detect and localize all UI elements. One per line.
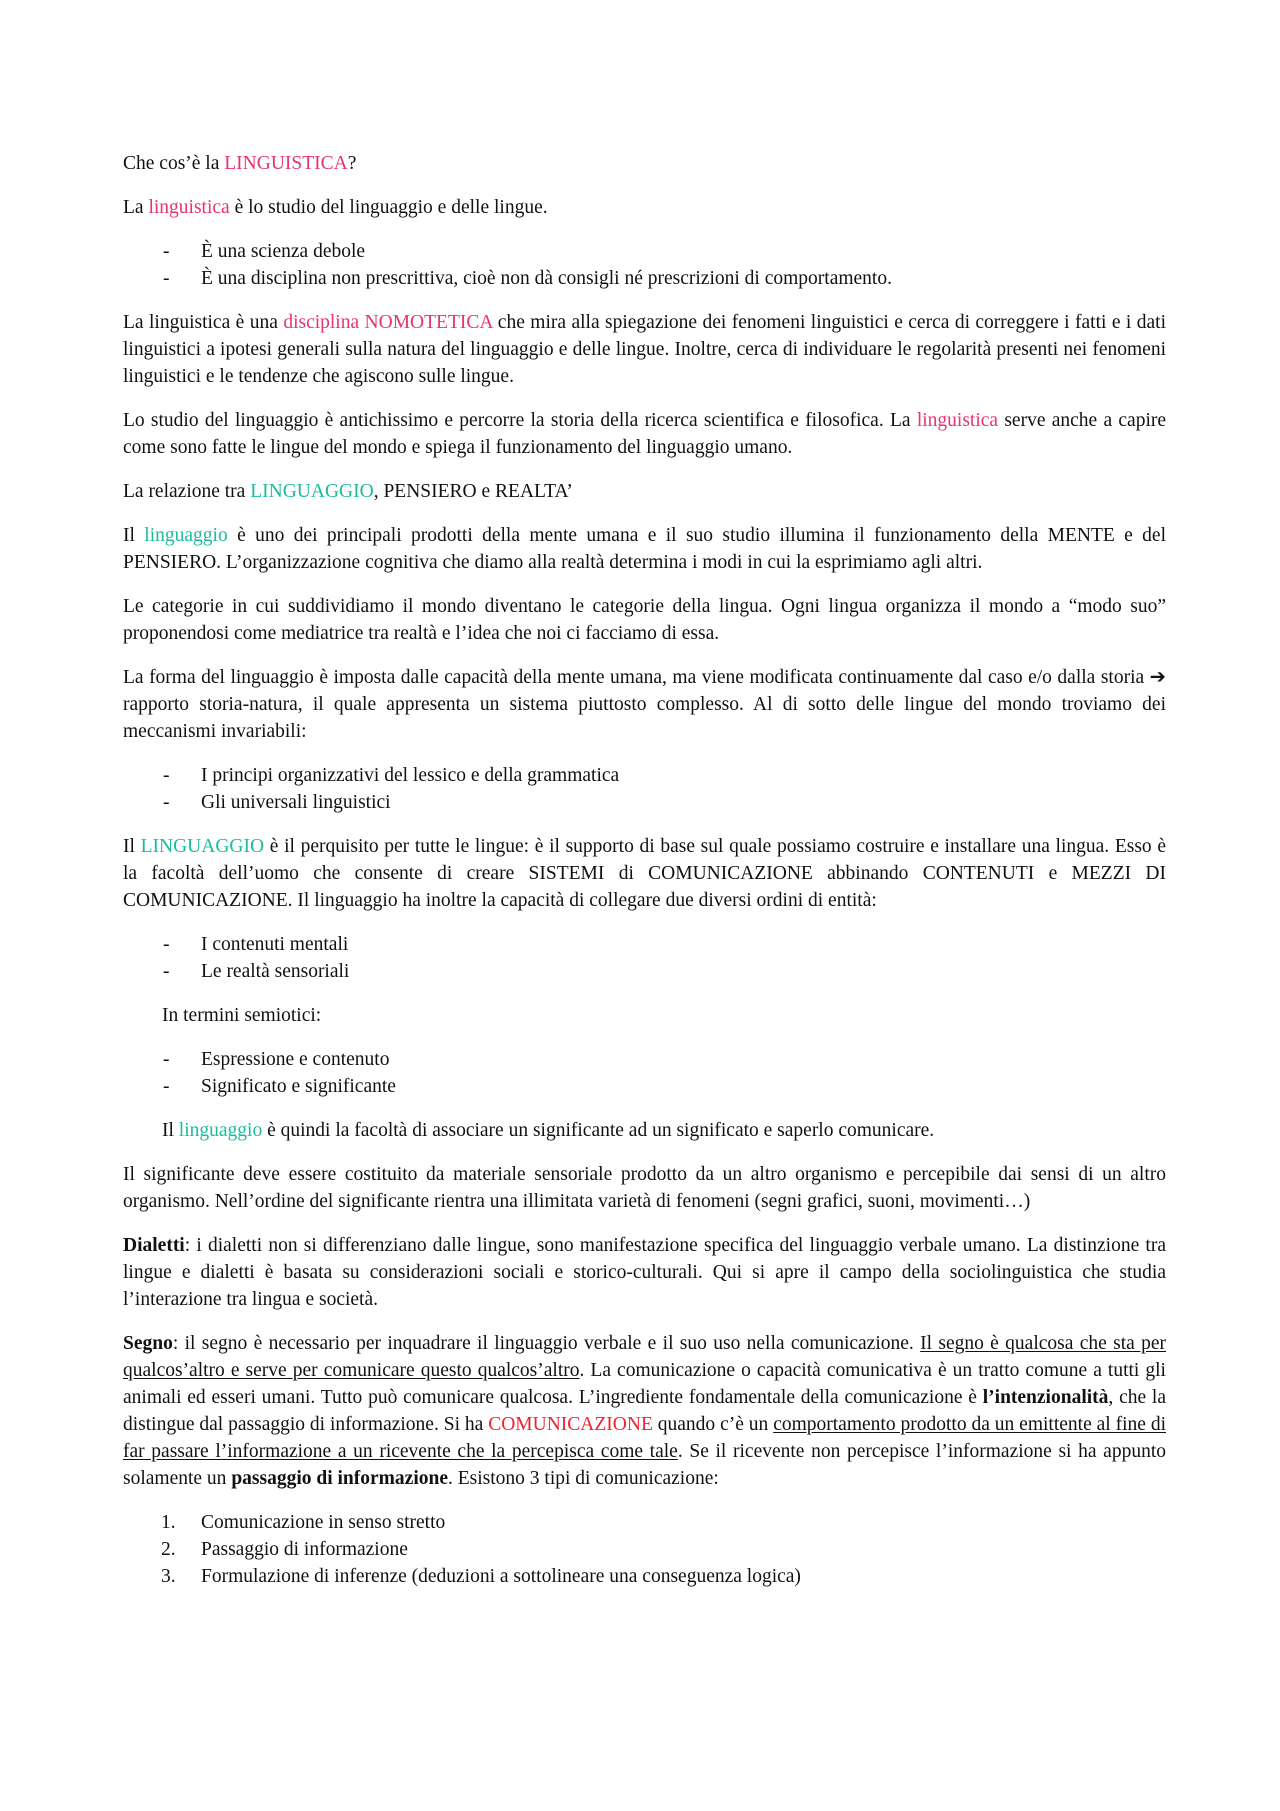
p4-post: è uno dei principali prodotti della mente umana e il suo studio illumina il funzionamento della MENTE e del PENSIERO. L’organizzazione cognitiva che diamo alla realtà determina i modi in cui la esprimiamo agli altri. [123,525,1166,573]
p12-text-5: . Se il ricevente non percepisce l’informazione si ha appunto solamente un [123,1441,1166,1489]
list-number: 3. [161,1566,176,1587]
term-segno: Segno [123,1333,173,1354]
list-number: 2. [161,1539,176,1560]
p2-pre: La linguistica è una [123,312,284,333]
list-item [123,1509,1166,1536]
title-highlight: LINGUISTICA [224,153,348,174]
list-item [123,762,1166,789]
list-item [123,1073,1166,1100]
term-passaggio: passaggio di informazione [231,1468,448,1489]
p6-pre: La forma del linguaggio è imposta dalle capacità della mente umana, ma viene modificata continuamente dal caso e/o dalla storia [123,667,1150,688]
heading-2 [123,478,1166,505]
p9-post: è quindi la facoltà di associare un significante ad un significato e saperlo comunicare. [262,1120,935,1141]
title-post: ? [347,153,357,174]
dash-bullet: - [163,765,170,786]
title-pre: Che cos’è la [123,153,225,174]
document-page [123,150,1166,1607]
p12-text-1: : il segno è necessario per inquadrare il linguaggio verbale e il suo uso nella comunicazione. [172,1333,921,1354]
heading2-pre: La relazione tra [123,481,251,502]
dash-bullet: - [163,792,170,813]
p3-post: serve anche a capire come sono fatte le lingue del mondo e spiega il funzionamento del linguaggio umano. [123,410,1167,458]
list-item-text: Passaggio di informazione [201,1539,408,1560]
heading2-post: , PENSIERO e REALTA’ [373,481,573,502]
p9-highlight: linguaggio [178,1120,263,1141]
paragraph-12 [123,1330,1166,1492]
p11-post: : i dialetti non si differenziano dalle lingue, sono manifestazione specifica del linguaggio verbale umano. La distinzione tra lingue e dialetti è basata su considerazioni sociali e storico-culturali. Qui si apre il campo della sociolinguistica che studia l’interazione tra lingua e società. [123,1235,1166,1310]
dash-bullet: - [163,1076,170,1097]
term-intenzionalita: l’intenzionalità [982,1387,1109,1408]
list-item-text: Le realtà sensoriali [201,961,350,982]
p12-text-3: , che la distingue dal passaggio di informazione. Si ha [123,1387,1166,1435]
p7-post: è il perquisito per tutte le lingue: è il supporto di base sul quale possiamo costruire e installare una lingua. Esso è la facoltà dell’uomo che consente di creare SISTEMI di COMUNICAZIONE abbinando CONTENUTI e MEZZI DI COMUNICAZIONE. Il linguaggio ha inoltre la capacità di collegare due diversi ordini di entità: [123,836,1166,911]
p12-highlight: COMUNICAZIONE [488,1414,653,1435]
list-item-text: Formulazione di inferenze (deduzioni a sottolineare una conseguenza logica) [201,1566,801,1587]
list-number: 1. [161,1512,176,1533]
p6-post: rapporto storia-natura, il quale appresenta un sistema piuttosto complesso. Al di sotto delle lingue del mondo troviamo dei meccanismi invariabili: [123,694,1166,742]
paragraph-4 [123,522,1166,576]
heading2-highlight: LINGUAGGIO [250,481,374,502]
list-item [123,1563,1166,1590]
list-1 [123,238,1166,292]
list-5 [123,1509,1166,1590]
p2-highlight: disciplina NOMOTETICA [283,312,493,333]
list-item-text: I contenuti mentali [201,934,349,955]
list-item-text: È una disciplina non prescrittiva, cioè non dà consigli né prescrizioni di comportamento. [201,268,892,289]
paragraph-2 [123,309,1166,390]
list-item [123,1536,1166,1563]
dash-bullet: - [163,1049,170,1070]
p1-post: è lo studio del linguaggio e delle lingue. [229,197,548,218]
list-item-text: Significato e significante [201,1076,396,1097]
list-item [123,238,1166,265]
list-3 [123,931,1166,985]
p9-pre: Il [162,1120,179,1141]
p12-underline-1: Il segno è qualcosa che sta per qualcos’altro e serve per comunicare questo qualcos’altro [123,1333,1166,1381]
list-item [123,789,1166,816]
title-line [123,150,1166,177]
term-dialetti: Dialetti [123,1235,185,1256]
p12-text-2: . La comunicazione o capacità comunicativa è un tratto comune a tutti gli animali ed esseri umani. Tutto può comunicare qualcosa. L’ingrediente fondamentale della comunicazione è [123,1360,1166,1408]
list-item [123,1046,1166,1073]
list-item-text: Comunicazione in senso stretto [201,1512,446,1533]
p1-pre: La [123,197,149,218]
paragraph-10: Il significante deve essere costituito da materiale sensoriale prodotto da un altro organismo e percepibile dai sensi di un altro organismo. Nell’ordine del significante rientra una illimitata varietà di fenomeni (segni grafici, suoni, movimenti…) [123,1164,1166,1212]
p3-highlight: linguistica [916,410,999,431]
arrow-right-icon: ➔ [1149,667,1166,688]
paragraph-8: In termini semiotici: [162,1005,322,1026]
dash-bullet: - [163,961,170,982]
p3-pre: Lo studio del linguaggio è antichissimo e percorre la storia della ricerca scientifica e filosofica. La [123,410,917,431]
list-item [123,265,1166,292]
list-item-text: Espressione e contenuto [201,1049,390,1070]
paragraph-6 [123,664,1166,745]
list-item [123,931,1166,958]
dash-bullet: - [163,934,170,955]
p1-highlight: linguistica [148,197,230,218]
list-item-text: È una scienza debole [201,241,366,262]
dash-bullet: - [163,241,170,262]
p7-pre: Il [123,836,141,857]
paragraph-7 [123,833,1166,914]
paragraph-3 [123,407,1166,461]
p4-highlight: linguaggio [144,525,228,546]
list-4 [123,1046,1166,1100]
p7-highlight: LINGUAGGIO [140,836,265,857]
p12-text-4: quando c’è un [652,1414,774,1435]
dash-bullet: - [163,268,170,289]
list-2 [123,762,1166,816]
paragraph-11 [123,1232,1166,1313]
paragraph-1 [123,194,1166,221]
list-item [123,958,1166,985]
p2-post: che mira alla spiegazione dei fenomeni linguistici e cerca di correggere i fatti e i dati linguistici a ipotesi generali sulla natura del linguaggio e delle lingue. Inoltre, cerca di individuare le regolarità presenti nei fenomeni linguistici e le tendenze che agiscono sulle lingue. [123,312,1166,387]
p12-text-6: . Esistono 3 tipi di comunicazione: [448,1468,719,1489]
list-item-text: Gli universali linguistici [201,792,391,813]
p12-underline-2: comportamento prodotto da un emittente al fine di far passare l’informazione a un ricevente che la percepisca come tale [123,1414,1166,1462]
paragraph-5: Le categorie in cui suddividiamo il mondo diventano le categorie della lingua. Ogni lingua organizza il mondo a “modo suo” proponendosi come mediatrice tra realtà e l’idea che noi ci facciamo di essa. [123,596,1166,644]
paragraph-9 [123,1117,1166,1144]
p4-pre: Il [123,525,145,546]
list-item-text: I principi organizzativi del lessico e della grammatica [201,765,620,786]
